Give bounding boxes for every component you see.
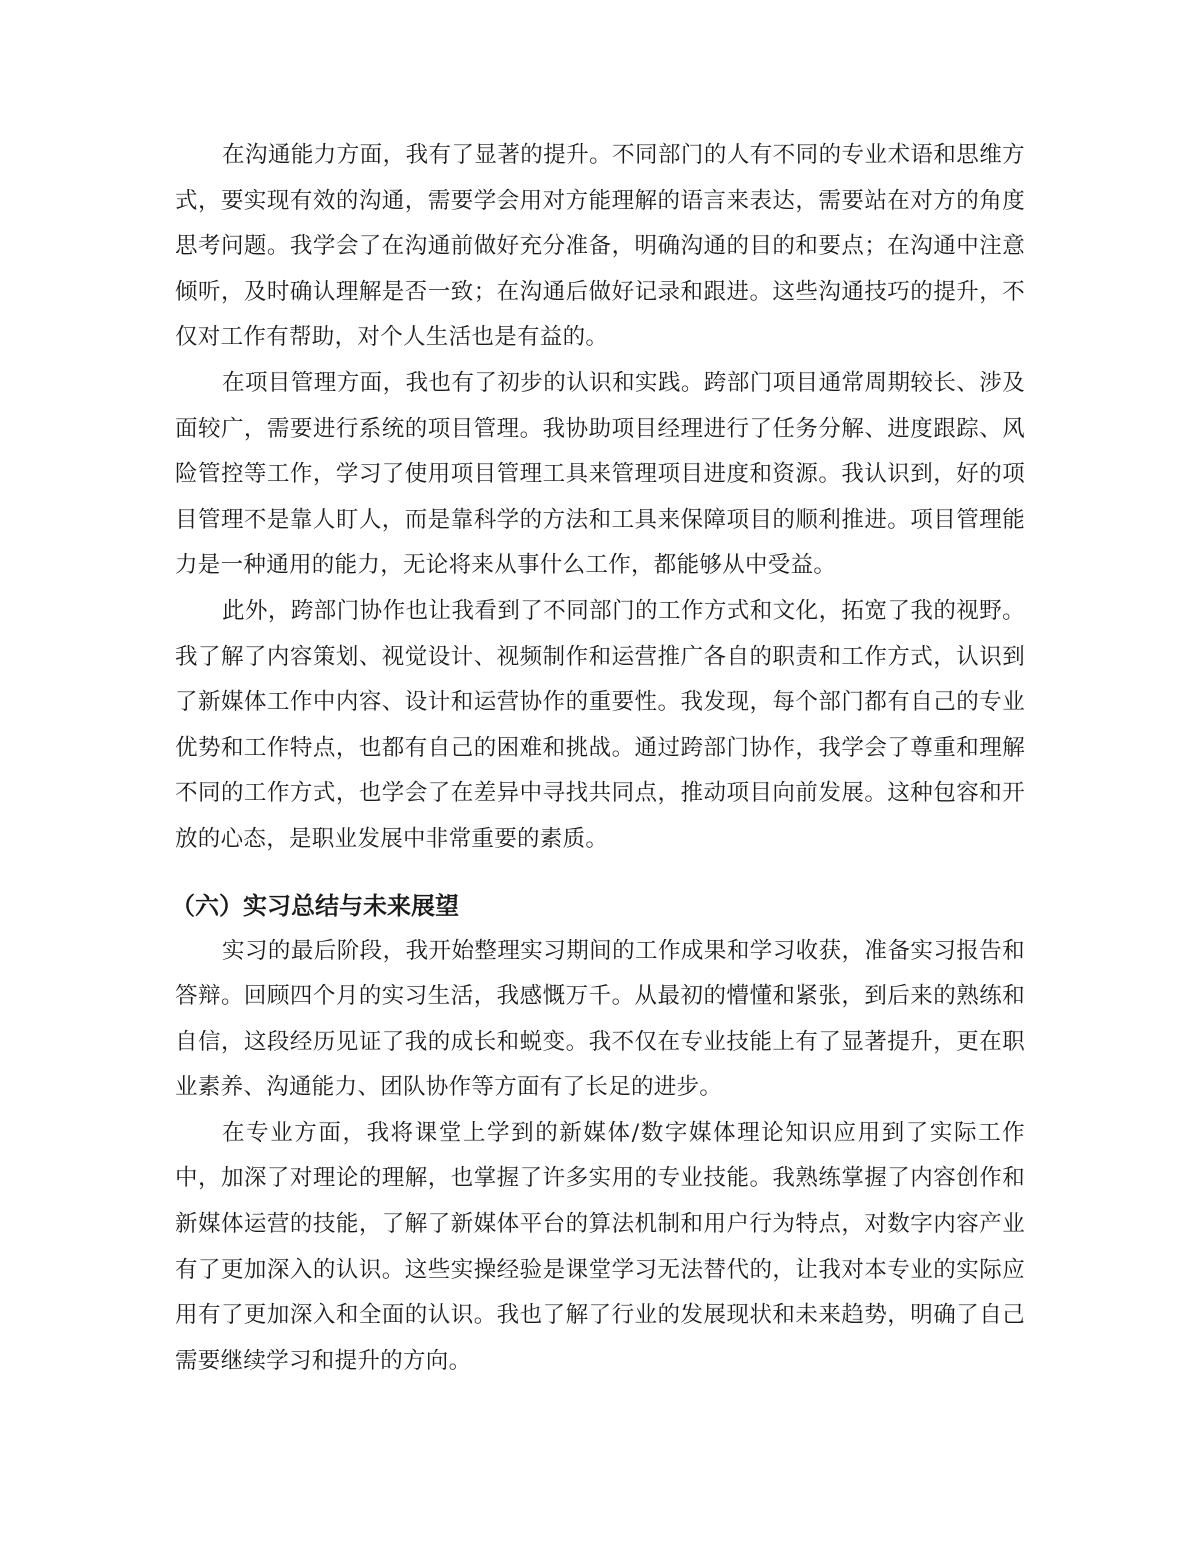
paragraph-project-management: 在项目管理方面，我也有了初步的认识和实践。跨部门项目通常周期较长、涉及面较广，需要进行系统的项目管理。我协助项目经理进行了任务分解、进度跟踪、风险管控等工作，学习了使用项目管理工具来管理项目进度和资源。我认识到，好的项目管理不是靠人盯人，而是靠科学的方法和工具来保障项目的顺利推进。项目管理能力是一种通用的能力，无论将来从事什么工作，都能够从中受益。: [175, 369, 1025, 579]
paragraph-cross-department: 此外，跨部门协作也让我看到了不同部门的工作方式和文化，拓宽了我的视野。我了解了内容策划、视觉设计、视频制作和运营推广各自的职责和工作方式，认识到了新媒体工作中内容、设计和运营协作的重要性。我发现，每个部门都有自己的专业优势和工作特点，也都有自己的困难和挑战。通过跨部门协作，我学会了尊重和理解不同的工作方式，也学会了在差异中寻找共同点，推动项目向前发展。这种包容和开放的心态，是职业发展中非常重要的素质。: [175, 597, 1025, 852]
paragraph-final-stage: 实习的最后阶段，我开始整理实习期间的工作成果和学习收获，准备实习报告和答辩。回顾四个月的实习生活，我感慨万千。从最初的懵懂和紧张，到后来的熟练和自信，这段经历见证了我的成长和蜕变。我不仅在专业技能上有了显著提升，更在职业素养、沟通能力、团队协作等方面有了长足的进步。: [175, 937, 1025, 1101]
paragraph-communication: 在沟通能力方面，我有了显著的提升。不同部门的人有不同的专业术语和思维方式，要实现有效的沟通，需要学会用对方能理解的语言来表达，需要站在对方的角度思考问题。我学会了在沟通前做好充分准备，明确沟通的目的和要点；在沟通中注意倾听，及时确认理解是否一致；在沟通后做好记录和跟进。这些沟通技巧的提升，不仅对工作有帮助，对个人生活也是有益的。: [175, 142, 1025, 351]
document-page: [171, 133, 1025, 1384]
paragraph-professional: 在专业方面，我将课堂上学到的新媒体/数字媒体理论知识应用到了实际工作中，加深了对理论的理解，也掌握了许多实用的专业技能。我熟练掌握了内容创作和新媒体运营的技能，了解了新媒体平台的算法机制和用户行为特点，对数字内容产业有了更加深入的认识。这些实操经验是课堂学习无法替代的，让我对本专业的实际应用有了更加深入和全面的认识。我也了解了行业的发展现状和未来趋势，明确了自己需要继续学习和提升的方向。: [175, 1119, 1025, 1374]
section-heading: （六）实习总结与未来展望: [171, 891, 459, 920]
